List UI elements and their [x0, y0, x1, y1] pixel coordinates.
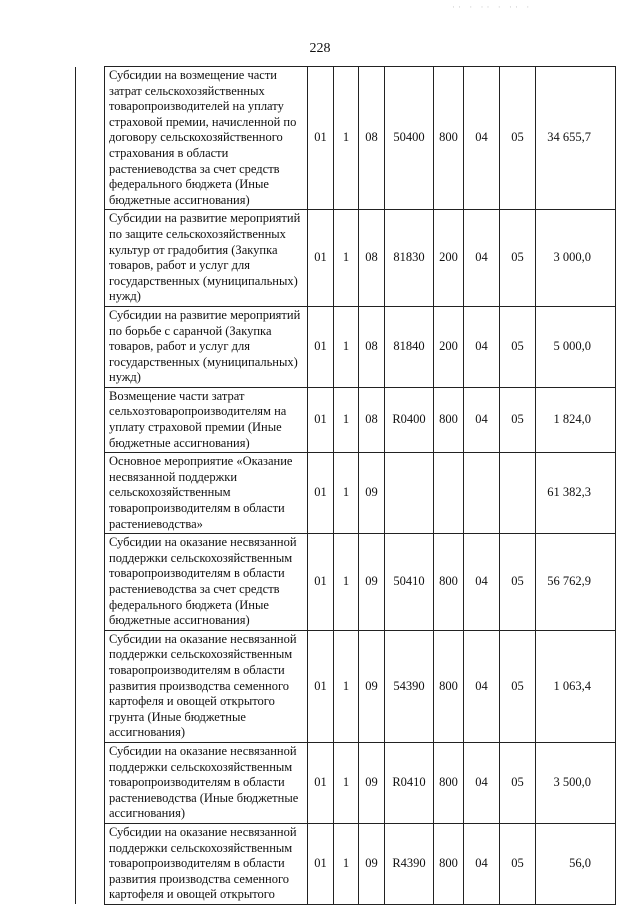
code-cell: 800 [434, 387, 464, 452]
item-name: Субсидии на оказание несвязанной поддержки сельскохозяйственным товаропроизводителям в области растениеводства (Иные бюджетные ассигнования) [105, 742, 308, 823]
code-cell: 08 [359, 306, 385, 387]
code-cell [500, 453, 536, 534]
code-cell: 01 [308, 67, 334, 210]
table-body [76, 67, 616, 905]
amount-cell: 56 762,9 [536, 534, 616, 631]
code-cell: 09 [359, 823, 385, 904]
code-cell: 04 [464, 306, 500, 387]
code-cell: 01 [308, 453, 334, 534]
code-cell: 09 [359, 453, 385, 534]
code-cell: 05 [500, 823, 536, 904]
page-number: 228 [309, 41, 331, 56]
amount-cell: 61 382,3 [536, 453, 616, 534]
code-cell: 800 [434, 534, 464, 631]
code-cell: 50410 [385, 534, 434, 631]
item-name: Возмещение части затрат сельхозтоваропроизводителям на уплату страховой премии (Иные бюджетные ассигнования) [105, 387, 308, 452]
code-cell: 09 [359, 630, 385, 742]
code-cell: 81830 [385, 210, 434, 307]
code-cell: 800 [434, 67, 464, 210]
amount-cell: 1 063,4 [536, 630, 616, 742]
code-cell: 04 [464, 67, 500, 210]
code-cell: 81840 [385, 306, 434, 387]
code-cell: 1 [334, 387, 359, 452]
code-cell: 05 [500, 67, 536, 210]
code-cell: 04 [464, 210, 500, 307]
blank-cell [76, 67, 105, 210]
code-cell: R0400 [385, 387, 434, 452]
code-cell: 05 [500, 742, 536, 823]
code-cell [434, 453, 464, 534]
table-row [76, 306, 616, 387]
blank-cell [76, 630, 105, 742]
blank-cell [76, 210, 105, 307]
code-cell: 50400 [385, 67, 434, 210]
amount-cell: 1 824,0 [536, 387, 616, 452]
amount-cell: 34 655,7 [536, 67, 616, 210]
code-cell: 05 [500, 306, 536, 387]
code-cell: 800 [434, 823, 464, 904]
code-cell: R0410 [385, 742, 434, 823]
code-cell: 800 [434, 630, 464, 742]
blank-cell [76, 742, 105, 823]
code-cell: 05 [500, 387, 536, 452]
code-cell: 05 [500, 210, 536, 307]
item-name: Субсидии на возмещение части затрат сельскохозяйственных товаропроизводителей на уплату страховой премии, начисленной по договору сельскохозяйственного страхования в области растениеводства за счет средств федерального бюджета (Иные бюджетные ассигнования) [105, 67, 308, 210]
code-cell: 04 [464, 742, 500, 823]
code-cell: 1 [334, 823, 359, 904]
code-cell: 01 [308, 630, 334, 742]
table-row [76, 210, 616, 307]
code-cell: 1 [334, 742, 359, 823]
amount-cell: 5 000,0 [536, 306, 616, 387]
code-cell: 05 [500, 630, 536, 742]
item-name: Субсидии на развитие мероприятий по борьбе с саранчой (Закупка товаров, работ и услуг для государственных (муниципальных) нужд) [105, 306, 308, 387]
table-row [76, 453, 616, 534]
blank-cell [76, 306, 105, 387]
table-row [76, 67, 616, 210]
code-cell: 01 [308, 387, 334, 452]
item-name: Субсидии на оказание несвязанной поддержки сельскохозяйственным товаропроизводителям в области развития производства семенного картофеля и овощей открытого грунта (Иные бюджетные ассигнования) [105, 630, 308, 742]
code-cell [464, 453, 500, 534]
code-cell: 01 [308, 534, 334, 631]
blank-cell [76, 387, 105, 452]
code-cell: R4390 [385, 823, 434, 904]
code-cell: 01 [308, 210, 334, 307]
code-cell: 1 [334, 210, 359, 307]
code-cell: 1 [334, 534, 359, 631]
scan-artifact: ·· · ·· · ·· · [452, 2, 533, 12]
code-cell: 1 [334, 630, 359, 742]
amount-cell: 3 500,0 [536, 742, 616, 823]
code-cell: 05 [500, 534, 536, 631]
blank-cell [76, 453, 105, 534]
code-cell: 1 [334, 306, 359, 387]
code-cell: 08 [359, 387, 385, 452]
item-name: Субсидии на оказание несвязанной поддержки сельскохозяйственным товаропроизводителям в области развития производства семенного картофеля и овощей открытого [105, 823, 308, 904]
table-row [76, 823, 616, 904]
budget-table [75, 66, 616, 905]
code-cell: 01 [308, 823, 334, 904]
table-row [76, 534, 616, 631]
code-cell: 04 [464, 387, 500, 452]
table-row [76, 387, 616, 452]
code-cell: 04 [464, 630, 500, 742]
code-cell: 1 [334, 67, 359, 210]
item-name: Основное мероприятие «Оказание несвязанной поддержки сельскохозяйственным товаропроизводителям в области растениеводства» [105, 453, 308, 534]
code-cell: 1 [334, 453, 359, 534]
table-row [76, 630, 616, 742]
code-cell: 800 [434, 742, 464, 823]
code-cell: 04 [464, 823, 500, 904]
blank-cell [76, 534, 105, 631]
amount-cell: 3 000,0 [536, 210, 616, 307]
code-cell: 200 [434, 210, 464, 307]
table-row [76, 742, 616, 823]
code-cell: 08 [359, 210, 385, 307]
code-cell: 01 [308, 306, 334, 387]
code-cell: 01 [308, 742, 334, 823]
code-cell: 54390 [385, 630, 434, 742]
code-cell: 09 [359, 742, 385, 823]
amount-cell: 56,0 [536, 823, 616, 904]
item-name: Субсидии на оказание несвязанной поддержки сельскохозяйственным товаропроизводителям в области растениеводства за счет средств федерального бюджета (Иные бюджетные ассигнования) [105, 534, 308, 631]
item-name: Субсидии на развитие мероприятий по защите сельскохозяйственных культур от градобития (Закупка товаров, работ и услуг для государственных (муниципальных) нужд) [105, 210, 308, 307]
code-cell: 08 [359, 67, 385, 210]
code-cell: 09 [359, 534, 385, 631]
code-cell: 200 [434, 306, 464, 387]
blank-cell [76, 823, 105, 904]
code-cell: 04 [464, 534, 500, 631]
code-cell [385, 453, 434, 534]
